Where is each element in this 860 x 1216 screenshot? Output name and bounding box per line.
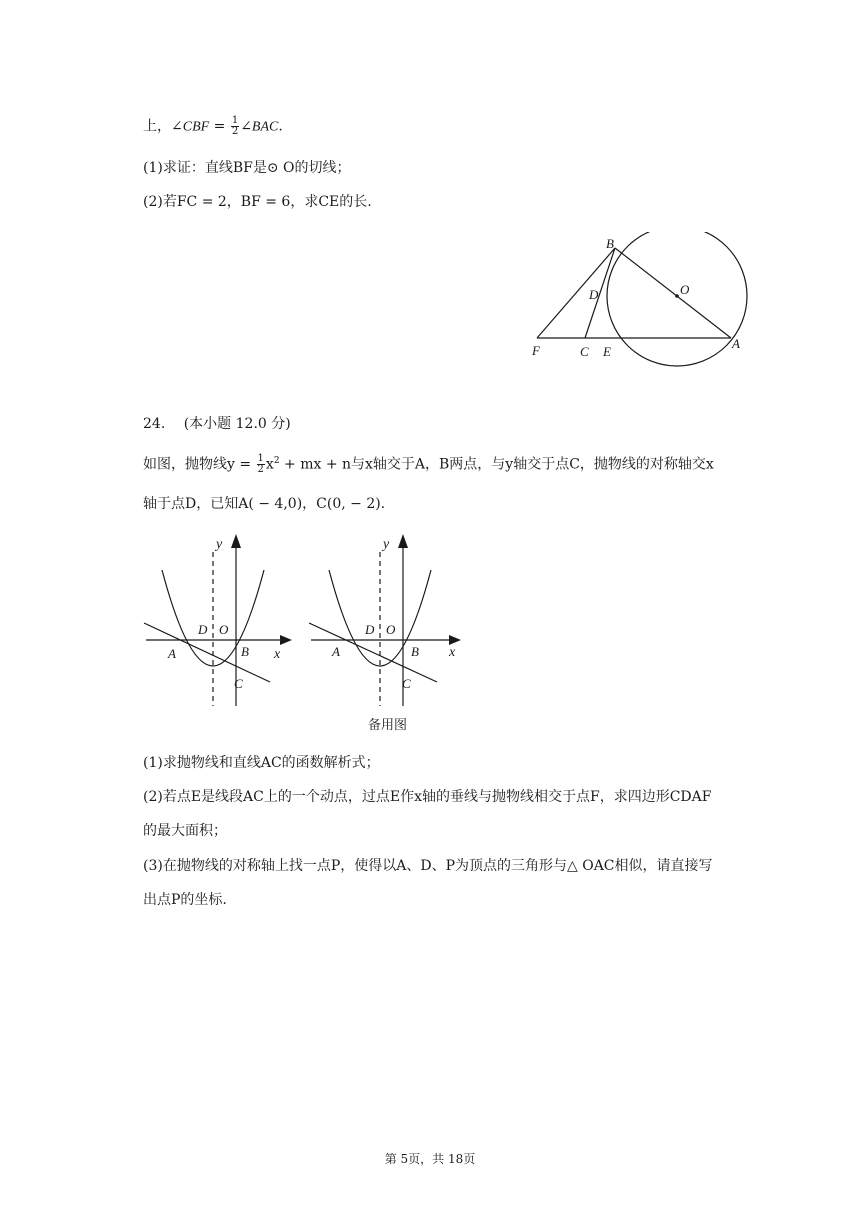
label-e: E bbox=[603, 344, 611, 359]
frac-den-2: 2 bbox=[257, 464, 264, 476]
parabola-graph-main bbox=[140, 530, 300, 710]
label-x: x bbox=[449, 645, 456, 660]
stmt-part-a: 如图，抛物线y = bbox=[143, 456, 256, 473]
frac-num-2: 1 bbox=[257, 453, 264, 465]
label-o: O bbox=[386, 622, 396, 637]
problem-24-question-3-line-2: 出点P的坐标. bbox=[143, 892, 227, 908]
circle-o bbox=[607, 232, 747, 366]
label-c: C bbox=[580, 344, 589, 359]
prev-question-1: (1)求证：直线BF是⊙ O的切线； bbox=[143, 160, 351, 176]
problem-24-statement-1 bbox=[143, 451, 714, 475]
parabola-graph-spare bbox=[305, 530, 465, 710]
spare-figure-caption: 备用图 bbox=[368, 718, 408, 733]
problem-24-question-3-line-1: (3)在抛物线的对称轴上找一点P，使得以A、D、P为顶点的三角形与△ OAC相似，请直接写 bbox=[143, 858, 713, 874]
label-a: A bbox=[168, 646, 176, 661]
label-b: B bbox=[241, 644, 249, 659]
label-a: A bbox=[732, 336, 740, 351]
label-d: D bbox=[198, 622, 208, 637]
label-a: A bbox=[332, 644, 340, 659]
label-b: B bbox=[606, 236, 614, 251]
problem-24-header bbox=[143, 414, 291, 434]
condition-prefix: 上，∠ bbox=[143, 118, 183, 135]
segment-fb bbox=[537, 248, 615, 338]
exponent: 2 bbox=[273, 456, 280, 466]
segment-ba bbox=[615, 248, 731, 338]
label-c: C bbox=[402, 676, 411, 691]
label-b: B bbox=[411, 644, 419, 659]
equals-sign: = bbox=[209, 118, 230, 135]
label-d: D bbox=[365, 622, 375, 637]
label-x: x bbox=[274, 647, 281, 662]
circle-tangent-figure bbox=[525, 232, 765, 372]
frac-den: 2 bbox=[231, 126, 239, 137]
prev-problem-condition bbox=[143, 116, 283, 138]
label-c: C bbox=[234, 676, 243, 691]
label-f: F bbox=[532, 343, 540, 358]
fraction-half-2 bbox=[257, 454, 265, 475]
prev-question-2: (2)若FC = 2，BF = 6，求CE的长. bbox=[143, 194, 372, 210]
problem-number: 24. bbox=[143, 416, 166, 432]
fraction-half bbox=[231, 116, 239, 137]
angle-bac: ∠BAC bbox=[240, 119, 279, 135]
label-y: y bbox=[383, 537, 390, 552]
angle-cbf: CBF bbox=[182, 119, 210, 135]
label-o: O bbox=[219, 622, 229, 637]
y-axis-arrow bbox=[398, 534, 408, 548]
problem-24-question-2-line-2: 的最大面积； bbox=[143, 823, 227, 839]
y-axis-arrow bbox=[231, 534, 241, 548]
problem-24-statement-2: 轴于点D，已知A( − 4,0)，C(0, − 2). bbox=[143, 496, 386, 512]
center-point-o bbox=[675, 294, 679, 298]
stmt-part-b: x bbox=[265, 456, 274, 473]
x-axis-arrow bbox=[449, 635, 461, 645]
page-footer: 第 5页，共 18页 bbox=[384, 1152, 476, 1166]
x-axis-arrow bbox=[280, 635, 292, 645]
frac-num: 1 bbox=[231, 115, 239, 126]
label-o: O bbox=[680, 282, 690, 297]
period: . bbox=[278, 118, 283, 135]
problem-score: (本小题 12.0 分) bbox=[183, 416, 291, 432]
label-d: D bbox=[589, 287, 599, 302]
label-y: y bbox=[216, 537, 223, 552]
problem-24-question-2-line-1: (2)若点E是线段AC上的一个动点，过点E作x轴的垂线与抛物线相交于点F，求四边形CDAF bbox=[143, 789, 712, 805]
problem-24-question-1: (1)求抛物线和直线AC的函数解析式； bbox=[143, 755, 380, 771]
stmt-part-c: + mx + n与x轴交于A，B两点，与y轴交于点C，抛物线的对称轴交x bbox=[279, 456, 714, 473]
